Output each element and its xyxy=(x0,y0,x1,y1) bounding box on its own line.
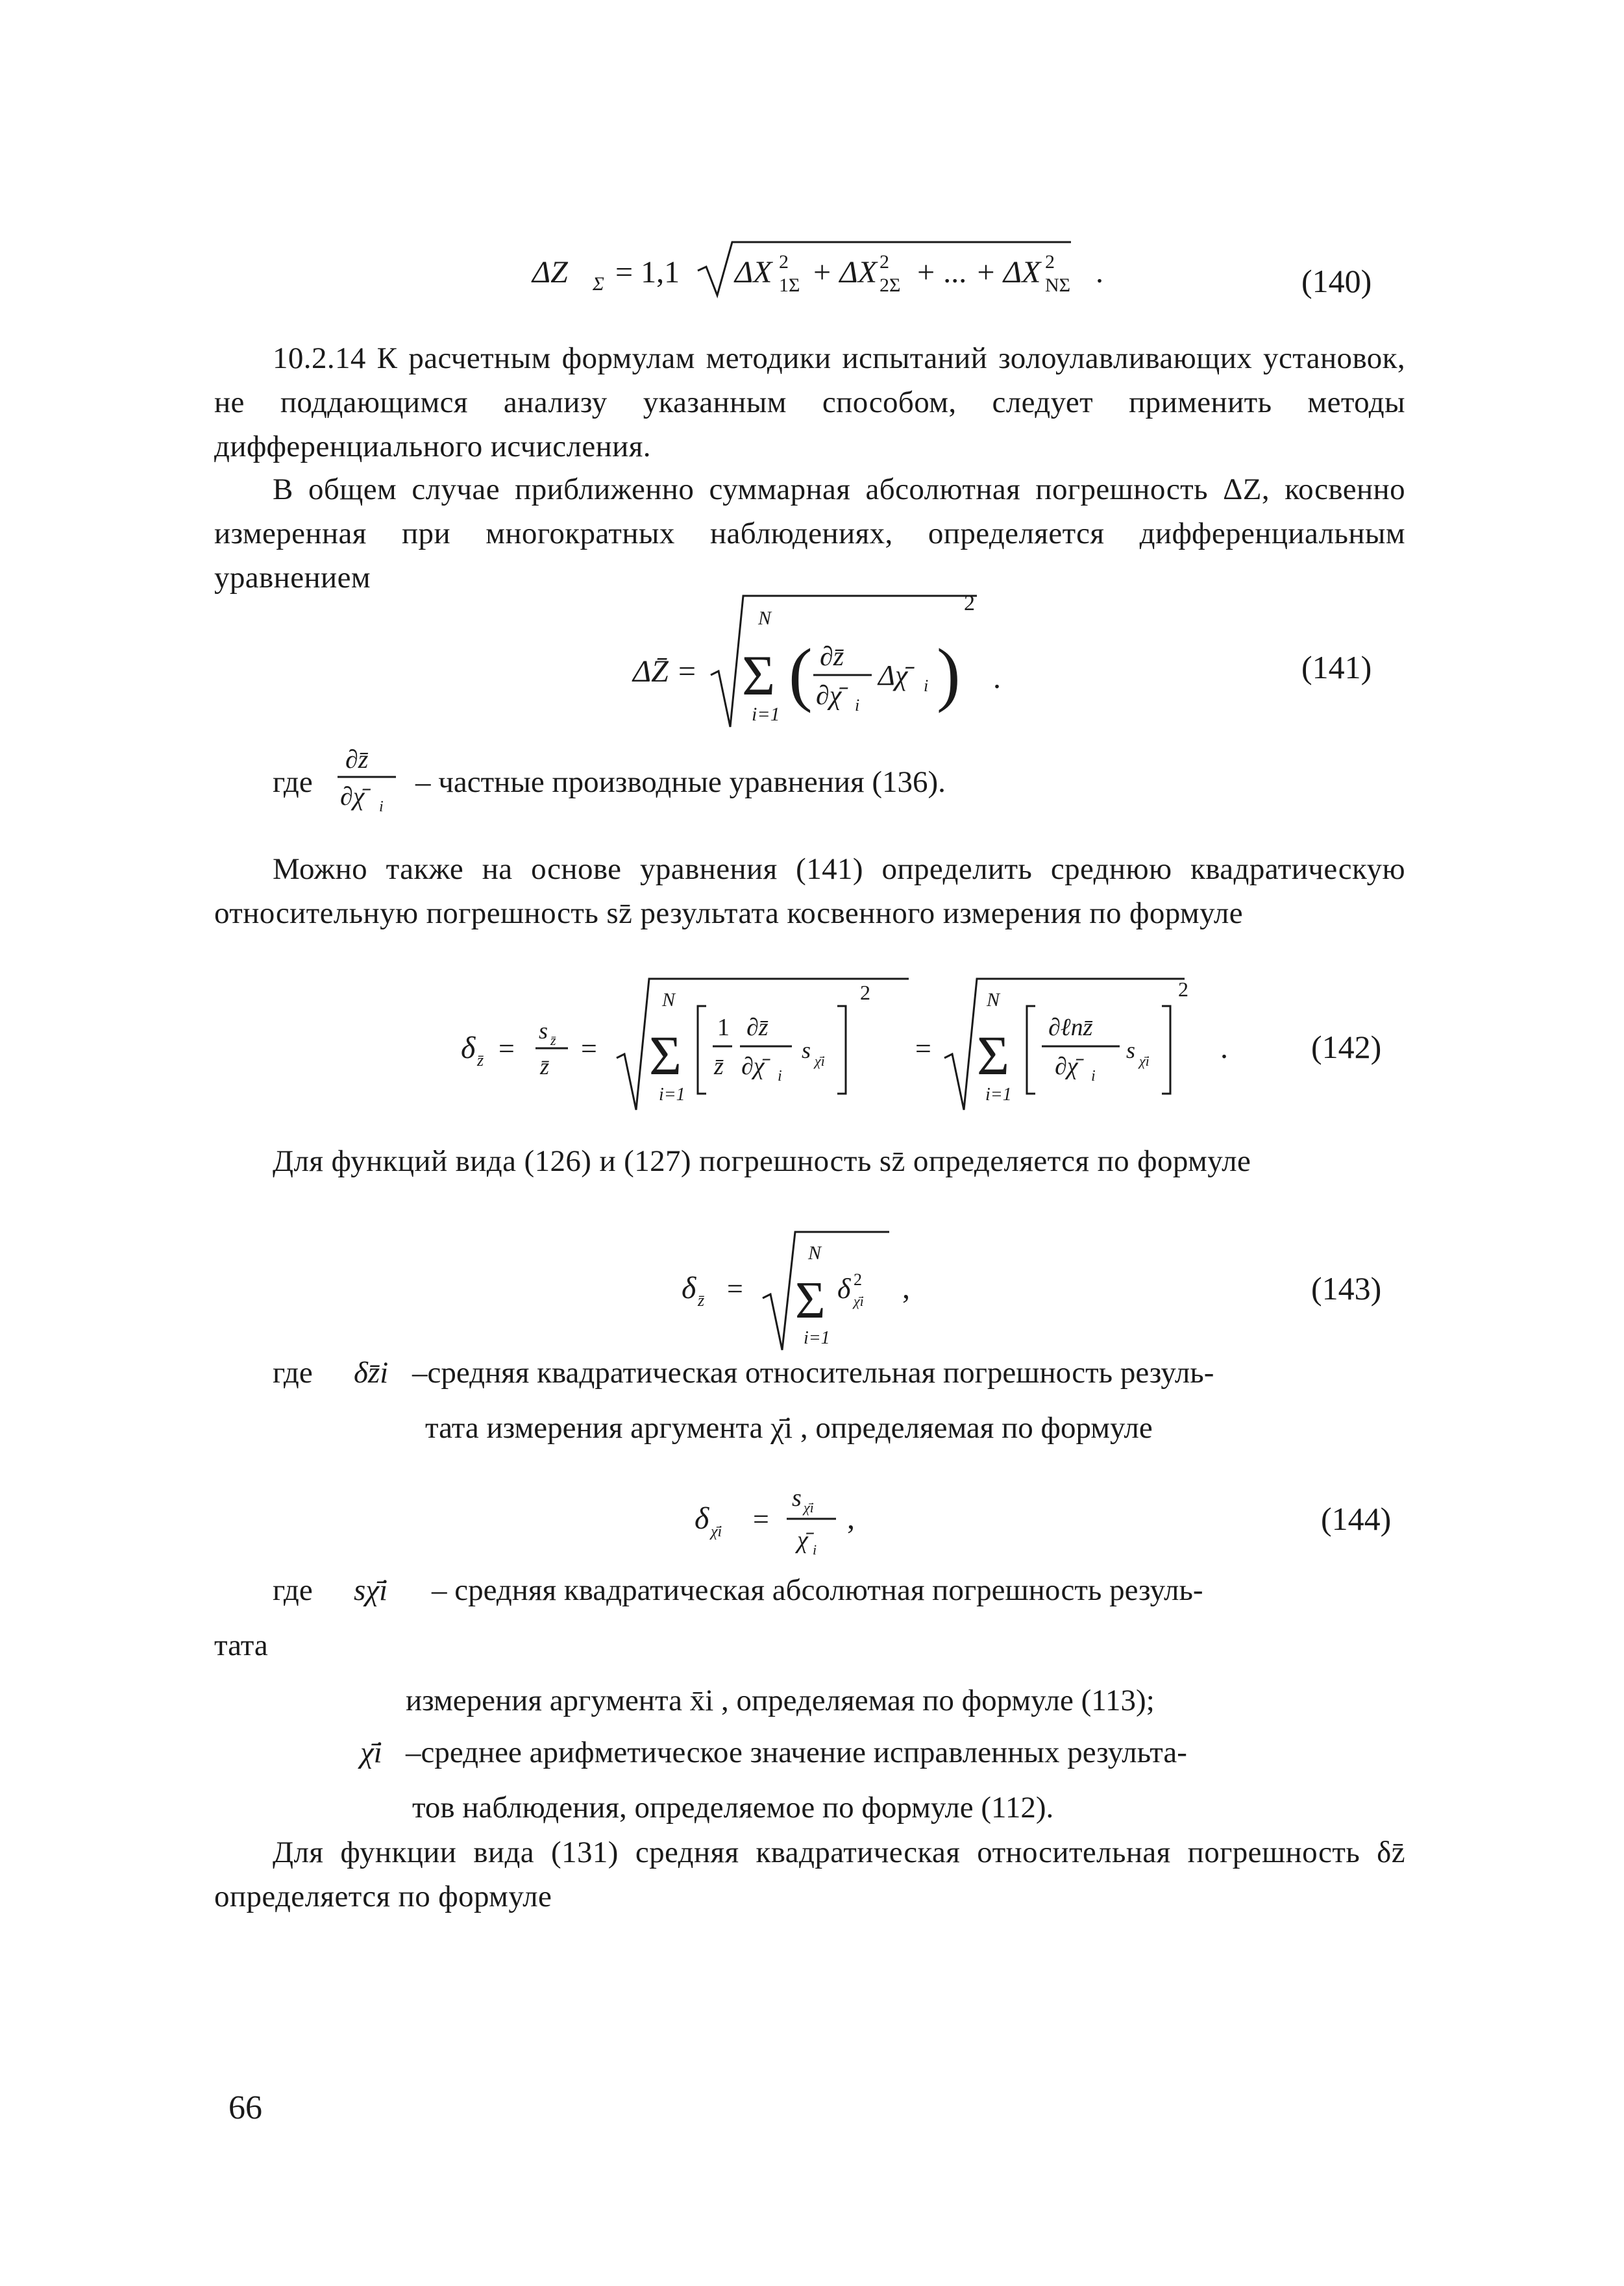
eq142-eq-1: = xyxy=(498,1033,515,1064)
eq142-power-2: 2 xyxy=(1178,977,1188,1001)
eq142-lhs: δ xyxy=(461,1031,476,1065)
eq143-lhs: δ xyxy=(682,1271,696,1305)
eq142-den-sub-2: i xyxy=(1091,1068,1096,1085)
eq140-term-2: + ΔX xyxy=(811,255,878,289)
where3-line1b: тата xyxy=(214,1628,268,1662)
eq141-trail: . xyxy=(993,661,1001,695)
paragraph-function-131: Для функции вида (131) средняя квадратическая относительная погрешность δz̄ определяется по формуле xyxy=(214,1836,1405,1913)
eq140-sub-2: 2Σ xyxy=(880,275,901,296)
eq142-lower-2: i=1 xyxy=(985,1085,1012,1105)
eq141-den-sub: i xyxy=(855,696,860,715)
eq144-num-sub: χ̄i xyxy=(804,1499,814,1516)
where3-line2: измерения аргумента x̄i , определяемая по формуле (113); xyxy=(406,1684,1155,1717)
eq142-s-2: s xyxy=(1126,1037,1136,1063)
eq141-num: ∂z̄ xyxy=(820,642,844,672)
where1-den-sub: i xyxy=(379,798,384,815)
eq144-lhs: δ xyxy=(695,1501,709,1536)
eq142-s-1: s xyxy=(802,1037,811,1063)
eq142-trail: . xyxy=(1220,1031,1228,1065)
eq142-bracket-close-2 xyxy=(1162,1006,1170,1094)
where-label-1: где xyxy=(273,765,313,799)
eq144-num: s xyxy=(792,1484,802,1512)
paragraph-relative-error: Можно также на основе уравнения (141) определить среднюю квадратическую относительную погрешность sz̄ результата косвенного измерения по формуле xyxy=(214,852,1405,930)
equation-number-141: (141) xyxy=(1301,649,1372,685)
where3-symbol-2: χ̄i xyxy=(360,1736,382,1769)
where2-line2: тата измерения аргумента χ̄i , определяемая по формуле xyxy=(425,1411,1153,1445)
eq143-term-sub: χ̄i xyxy=(854,1293,864,1309)
where1-num: ∂z̄ xyxy=(345,744,369,774)
eq142-power-1: 2 xyxy=(860,981,870,1004)
eq140-lhs-sub: Σ xyxy=(593,273,604,295)
equation-number-142: (142) xyxy=(1311,1029,1382,1065)
eq140-sup-3: 2 xyxy=(1045,251,1055,273)
eq140-coef: = 1,1 xyxy=(615,255,680,289)
where2-line1: –средняя квадратическая относительная погрешность резуль- xyxy=(412,1356,1214,1390)
eq142-lower-1: i=1 xyxy=(659,1085,685,1105)
eq142-eq-2: = xyxy=(581,1033,597,1064)
eq144-den: χ̄ xyxy=(797,1527,808,1554)
eq141-factor-sub: i xyxy=(924,676,929,695)
eq142-den-sub-1: i xyxy=(778,1068,782,1085)
eq142-den-2: ∂χ̄ xyxy=(1055,1053,1078,1080)
eq143-trail: , xyxy=(902,1271,910,1305)
paragraph-functions-126-127: Для функций вида (126) и (127) погрешность sz̄ определяется по формуле xyxy=(273,1144,1251,1178)
eq144-trail: , xyxy=(847,1501,855,1536)
eq141-upper: N xyxy=(758,608,772,629)
eq142-bracket-open-1 xyxy=(698,1006,706,1094)
eq142-eq-3: = xyxy=(915,1033,931,1064)
where1-text: – частные производные уравнения (136). xyxy=(415,765,946,799)
eq140-sub-3: NΣ xyxy=(1045,275,1071,296)
eq143-sigma: Σ xyxy=(795,1272,826,1329)
where1-derivative xyxy=(331,737,402,831)
eq142-num-2: ∂ℓnz̄ xyxy=(1048,1014,1093,1041)
where-label-3: где xyxy=(273,1573,313,1607)
eq142-upper-2: N xyxy=(987,989,1000,1011)
where1-den: ∂χ̄ xyxy=(340,781,365,811)
eq142-s-sub-1: χ̄i xyxy=(815,1053,825,1069)
eq142-lhs-sub: z̄ xyxy=(477,1051,484,1070)
equation-144 xyxy=(695,1473,902,1574)
eq142-bracket-close-1 xyxy=(837,1006,846,1094)
eq142-den-1: ∂χ̄ xyxy=(741,1053,765,1080)
eq143-lower: i=1 xyxy=(804,1328,830,1348)
paragraph-10-2-14: 10.2.14 К расчетным формулам методики испытаний золоулавливающих установок, не поддающимся анализу указанным способом, следует применить методы дифференциального исчисления. xyxy=(214,341,1405,463)
eq140-trail: . xyxy=(1096,255,1103,289)
eq142-sigma-2: Σ xyxy=(977,1024,1010,1087)
equation-140 xyxy=(532,230,1116,305)
where-label-2: где xyxy=(273,1356,313,1390)
eq140-term-1: ΔX xyxy=(735,255,772,289)
eq140-lhs: ΔZ xyxy=(532,255,568,289)
eq141-paren-open: ( xyxy=(789,634,813,713)
eq142-upper-1: N xyxy=(662,989,676,1011)
eq143-term: δ xyxy=(837,1273,851,1305)
eq141-factor: Δχ̄ xyxy=(878,659,908,691)
eq144-lhs-sub: χ̄i xyxy=(711,1523,722,1540)
eq141-sigma: Σ xyxy=(742,645,776,707)
paragraph-general-case: В общем случае приближенно суммарная абсолютная погрешность ΔZ, косвенно измеренная при многократных наблюдениях, определяется дифференциальным уравнением xyxy=(214,473,1405,595)
eq142-zbar: z̄ xyxy=(714,1053,724,1080)
eq140-sup-1: 2 xyxy=(779,251,789,273)
eq142-one: 1 xyxy=(717,1014,730,1041)
eq143-upper: N xyxy=(808,1242,822,1264)
where2-symbol: δz̄i xyxy=(354,1356,389,1390)
equation-143 xyxy=(682,1220,954,1360)
equation-number-140: (140) xyxy=(1301,263,1372,299)
equation-number-144: (144) xyxy=(1321,1501,1392,1537)
page-number: 66 xyxy=(228,2089,262,2126)
eq144-eq: = xyxy=(753,1503,769,1535)
where3-line1: – средняя квадратическая абсолютная погрешность резуль- xyxy=(432,1573,1203,1607)
eq141-lower: i=1 xyxy=(752,704,780,725)
eq142-frac-num: s xyxy=(539,1018,548,1044)
eq143-term-sup: 2 xyxy=(854,1270,862,1289)
eq140-sup-2: 2 xyxy=(880,251,889,273)
eq141-den: ∂χ̄ xyxy=(816,681,842,711)
eq141-paren-close: ) xyxy=(937,634,961,713)
eq142-sigma-1: Σ xyxy=(649,1024,682,1087)
eq142-s-sub-2: χ̄i xyxy=(1139,1053,1150,1069)
eq142-bracket-open-2 xyxy=(1027,1006,1035,1094)
where3-line4: тов наблюдения, определяемое по формуле (112). xyxy=(412,1791,1054,1825)
eq140-sub-1: 1Σ xyxy=(779,275,800,296)
eq144-den-sub: i xyxy=(813,1542,817,1558)
eq140-term-3: + ... + ΔX xyxy=(915,255,1041,289)
eq143-lhs-sub: z̄ xyxy=(698,1291,705,1310)
eq141-lhs: ΔZ̄ = xyxy=(633,654,698,689)
eq141-power: 2 xyxy=(964,591,975,615)
equation-141 xyxy=(633,584,1022,743)
where3-symbol: sχ̄i xyxy=(354,1573,388,1607)
where3-line3: –среднее арифметическое значение исправленных результа- xyxy=(406,1736,1187,1769)
equation-number-143: (143) xyxy=(1311,1270,1382,1307)
eq142-frac-num-sub: z̄ xyxy=(550,1032,556,1048)
eq142-frac-den: z̄ xyxy=(540,1053,550,1079)
eq143-eq: = xyxy=(727,1273,743,1305)
equation-142 xyxy=(461,967,1259,1120)
eq142-num-1: ∂z̄ xyxy=(746,1014,769,1041)
